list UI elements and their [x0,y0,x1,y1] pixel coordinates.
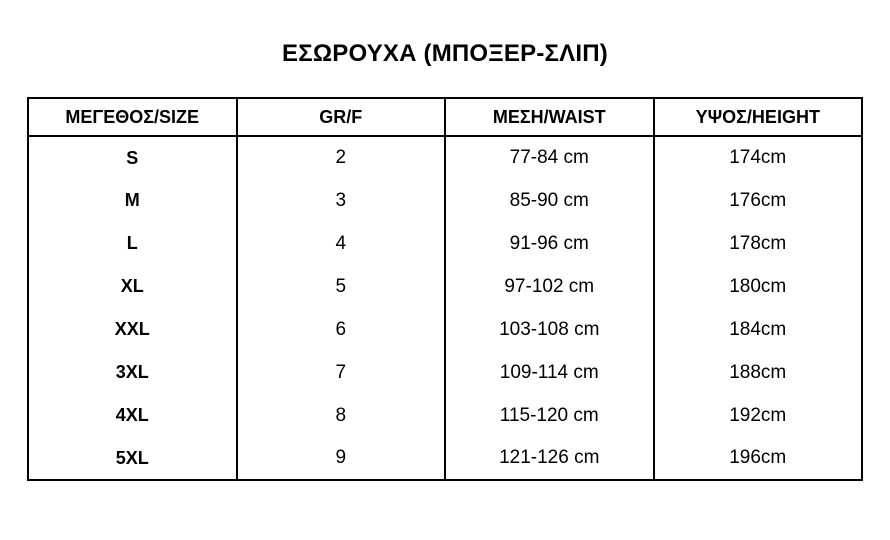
cell-size: 4XL [28,394,237,437]
cell-size: XL [28,265,237,308]
cell-gr: 3 [237,179,446,222]
table-row [28,437,862,480]
cell-height: 180cm [729,275,787,297]
table-row [28,308,862,351]
cell-height: 176cm [729,189,787,211]
table-row [28,136,862,179]
cell-waist: 115-120 cm [445,394,654,437]
header-waist: ΜΕΣΗ/WAIST [445,98,654,136]
table-row [28,179,862,222]
cell-gr: 6 [237,308,446,351]
cell-height: 184cm [729,318,787,340]
cell-height: 196cm [729,447,787,468]
header-size: ΜΕΓΕΘΟΣ/SIZE [28,98,237,136]
cell-gr: 9 [237,437,446,480]
cell-waist: 91-96 cm [445,222,654,265]
cell-size: M [28,179,237,222]
cell-gr: 5 [237,265,446,308]
cell-size: L [28,222,237,265]
cell-waist: 103-108 cm [445,308,654,351]
cell-size: XXL [28,308,237,351]
cell-gr: 4 [237,222,446,265]
cell-waist: 109-114 cm [445,351,654,394]
cell-waist: 77-84 cm [445,136,654,179]
table-row [28,265,862,308]
header-height: ΥΨΟΣ/HEIGHT [654,98,863,136]
table-row [28,351,862,394]
page-title: ΕΣΩΡΟΥΧΑ (ΜΠΟΞΕΡ-ΣΛΙΠ) [282,40,608,67]
size-chart-table [27,97,863,481]
cell-size: 5XL [28,437,237,480]
header-gr: GR/F [237,98,446,136]
cell-waist: 97-102 cm [445,265,654,308]
cell-gr: 7 [237,351,446,394]
table-row [28,222,862,265]
table-row [28,394,862,437]
cell-size: S [28,136,237,179]
cell-height: 192cm [729,404,787,426]
cell-height: 188cm [729,361,787,383]
cell-height: 174cm [729,147,787,168]
cell-height: 178cm [729,232,787,254]
cell-size: 3XL [28,351,237,394]
cell-waist: 85-90 cm [445,179,654,222]
table-header-row [28,98,862,136]
cell-waist: 121-126 cm [445,437,654,480]
cell-gr: 2 [237,136,446,179]
cell-gr: 8 [237,394,446,437]
